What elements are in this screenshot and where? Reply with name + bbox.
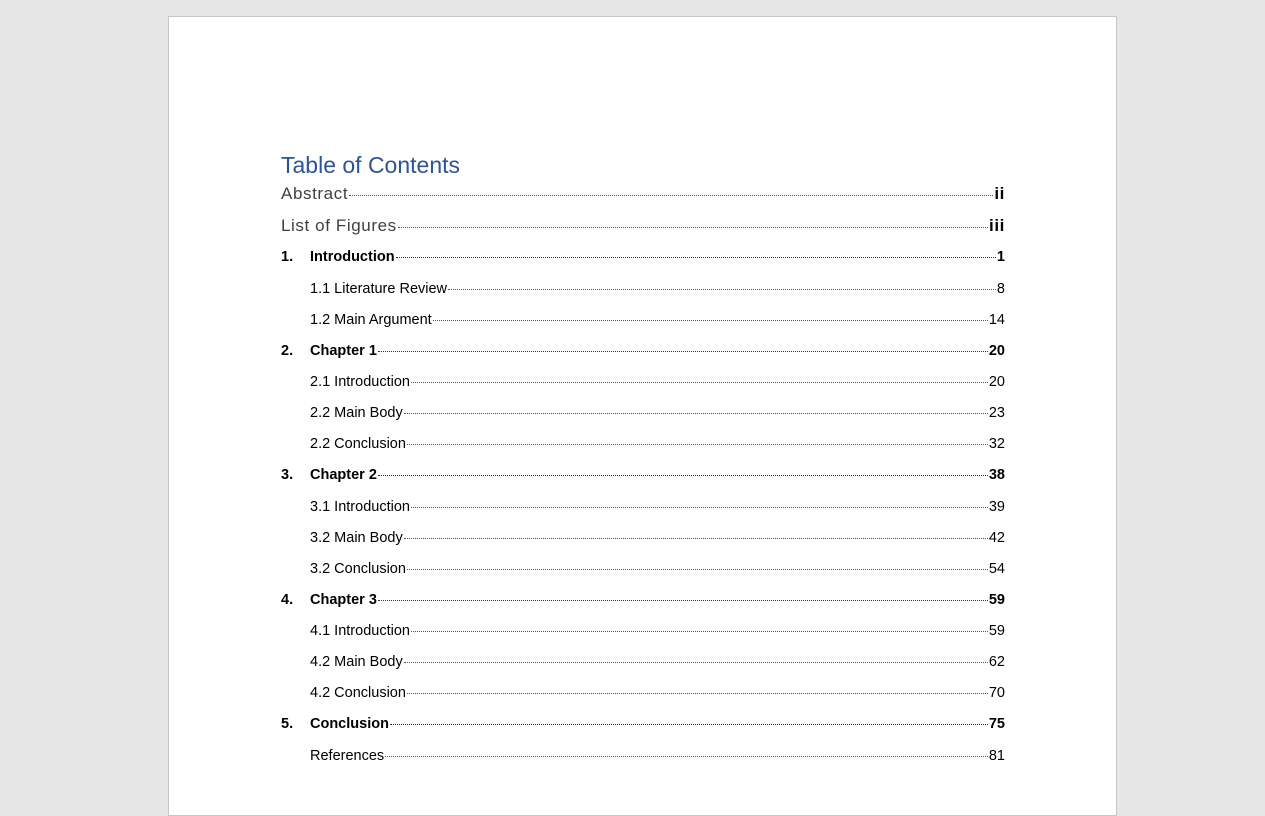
dot-leader	[404, 527, 988, 542]
toc-entry-label: Chapter 2	[310, 466, 377, 483]
toc-entry-label: 3.1 Introduction	[310, 498, 410, 515]
toc-entry-number: 3.	[281, 466, 294, 483]
toc-entry-introduction[interactable]	[281, 246, 1005, 266]
toc-page-number: 20	[988, 342, 1005, 359]
toc-entry-label: Abstract	[281, 184, 349, 203]
toc-entry-chapter-1[interactable]	[281, 340, 1005, 360]
dot-leader	[390, 713, 988, 728]
toc-entry-number: 4.	[281, 591, 294, 608]
toc-entry-3-2-main-body[interactable]	[310, 527, 1005, 547]
toc-page-number: 81	[988, 747, 1005, 764]
toc-entry-conclusion[interactable]	[281, 713, 1005, 733]
toc-page-number: 75	[988, 715, 1005, 732]
toc-entry-4-2-main-body[interactable]	[310, 651, 1005, 671]
dot-leader	[404, 402, 988, 417]
toc-entry-number: 1.	[281, 248, 294, 265]
dot-leader	[448, 278, 996, 293]
dot-leader	[404, 651, 988, 666]
dot-leader	[407, 682, 988, 697]
toc-entry-3-2-conclusion[interactable]	[310, 558, 1005, 578]
toc-entry-label: References	[310, 747, 385, 764]
dot-leader	[398, 214, 988, 231]
toc-heading: Table of Contents	[281, 152, 461, 178]
toc-entry-references[interactable]	[310, 745, 1005, 765]
dot-leader	[396, 246, 996, 261]
toc-page-number: 59	[988, 622, 1005, 639]
toc-page-number: 38	[988, 466, 1005, 483]
toc-entry-label: 4.1 Introduction	[310, 622, 410, 639]
toc-entry-label: Conclusion	[310, 715, 389, 732]
toc-page-number: 70	[988, 684, 1005, 701]
toc-entry-number: 2.	[281, 342, 294, 359]
toc-entry-label: 2.1 Introduction	[310, 373, 410, 390]
toc-entry-label: 1.1 Literature Review	[310, 280, 448, 297]
toc-entry-label: 1.2 Main Argument	[310, 311, 432, 328]
toc-entry-list-of-figures[interactable]	[281, 214, 1005, 236]
dot-leader	[411, 620, 988, 635]
toc-entry-label: List of Figures	[281, 216, 397, 235]
toc-page-number: 1	[996, 248, 1005, 265]
toc-entry-label: 2.2 Main Body	[310, 404, 403, 421]
dot-leader	[378, 464, 988, 479]
toc-entry-chapter-2[interactable]	[281, 464, 1005, 484]
toc-page-number: 59	[988, 591, 1005, 608]
toc-entry-2-1-introduction[interactable]	[310, 371, 1005, 391]
toc-entry-label: 3.2 Conclusion	[310, 560, 406, 577]
toc-entry-abstract[interactable]	[281, 182, 1005, 204]
toc-entry-label: Introduction	[310, 248, 395, 265]
toc-page-number: 42	[988, 529, 1005, 546]
toc-page-number: 39	[988, 498, 1005, 515]
toc-page-number: 23	[988, 404, 1005, 421]
toc-entry-label: 3.2 Main Body	[310, 529, 403, 546]
toc-entry-2-2-conclusion[interactable]	[310, 433, 1005, 453]
toc-page-number: 62	[988, 653, 1005, 670]
dot-leader	[378, 340, 988, 355]
toc-entry-3-1-introduction[interactable]	[310, 496, 1005, 516]
dot-leader	[349, 182, 993, 199]
toc-entry-number: 5.	[281, 715, 294, 732]
toc-entry-label: 4.2 Main Body	[310, 653, 403, 670]
dot-leader	[433, 309, 988, 324]
dot-leader	[407, 433, 988, 448]
toc-page-number: 32	[988, 435, 1005, 452]
toc-page-number: 20	[988, 373, 1005, 390]
toc-entry-chapter-3[interactable]	[281, 589, 1005, 609]
toc-entry-label: 4.2 Conclusion	[310, 684, 406, 701]
toc-entry-label: Chapter 1	[310, 342, 377, 359]
dot-leader	[385, 745, 988, 760]
dot-leader	[411, 371, 988, 386]
toc-page-number: ii	[994, 184, 1005, 203]
toc-entry-4-2-conclusion[interactable]	[310, 682, 1005, 702]
toc-entry-2-2-main-body[interactable]	[310, 402, 1005, 422]
toc-page-number: 14	[988, 311, 1005, 328]
toc-page-number: iii	[989, 216, 1005, 235]
toc-page-number: 54	[988, 560, 1005, 577]
dot-leader	[378, 589, 988, 604]
toc-entry-1-2-main-argument[interactable]	[310, 309, 1005, 329]
dot-leader	[407, 558, 988, 573]
toc-entry-label: 2.2 Conclusion	[310, 435, 406, 452]
toc-page-number: 8	[996, 280, 1005, 297]
toc-entry-1-1-literature-review[interactable]	[310, 278, 1005, 298]
dot-leader	[411, 496, 988, 511]
toc-entry-label: Chapter 3	[310, 591, 377, 608]
toc-entry-4-1-introduction[interactable]	[310, 620, 1005, 640]
